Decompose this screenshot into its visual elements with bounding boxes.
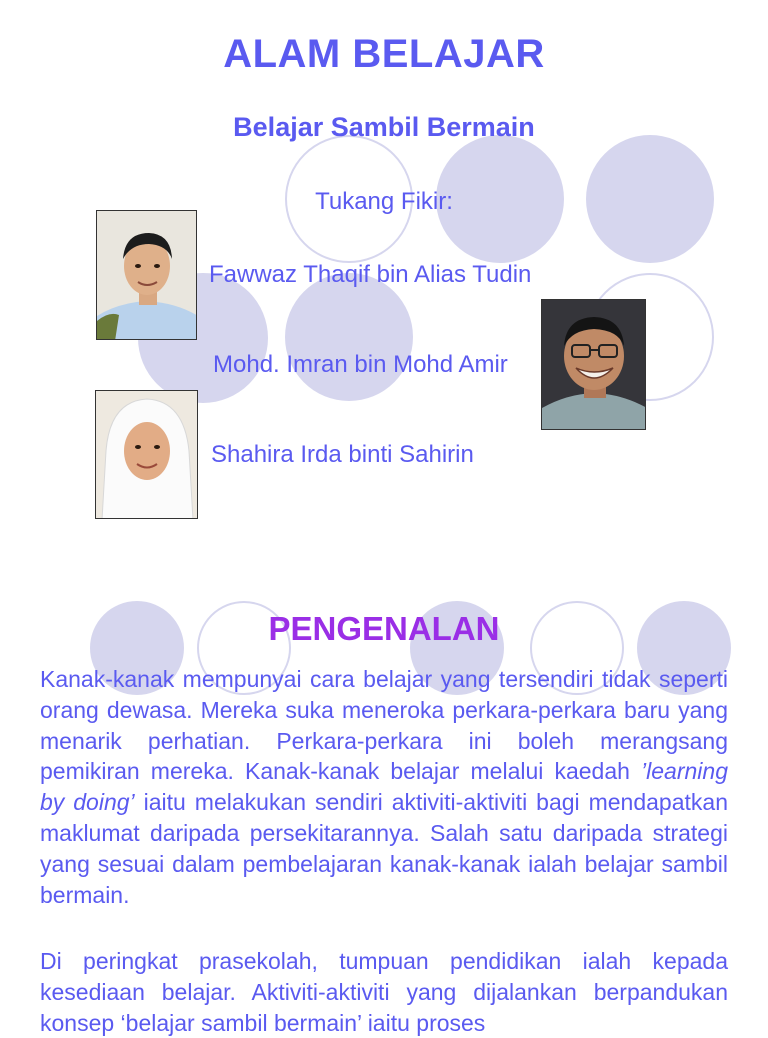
author-name: Shahira Irda binti Sahirin xyxy=(211,441,474,468)
portrait-illustration xyxy=(542,300,646,430)
page-subtitle: Belajar Sambil Bermain xyxy=(233,112,535,142)
author-photo xyxy=(95,390,198,519)
author-photo xyxy=(96,210,197,340)
decor-circle xyxy=(285,273,413,401)
portrait-illustration xyxy=(96,391,198,519)
intro-paragraph xyxy=(40,664,728,910)
paragraph-text: Kanak-kanak mempunyai cara belajar yang tersendiri tidak seperti orang dewasa. Mereka suka meneroka perkara-perkara baru yang menarik perhatian. Perkara-perkara ini boleh merangsang pemikiran mereka. Kanak-kanak belajar melalui kaedah xyxy=(40,666,728,785)
author-name: Fawwaz Thaqif bin Alias Tudin xyxy=(209,261,532,288)
section-heading: PENGENALAN xyxy=(268,610,500,647)
credit-label: Tukang Fikir: xyxy=(315,188,453,215)
paragraph-text: iaitu melakukan sendiri aktiviti-aktiviti bagi mendapatkan maklumat daripada persekitarannya. Salah satu daripada strategi yang sesuai dalam pembelajaran kanak-kanak ialah belajar sambil bermain. xyxy=(40,789,728,908)
intro-paragraph: Di peringkat prasekolah, tumpuan pendidikan ialah kepada kesediaan belajar. Aktiviti-aktiviti yang dijalankan berpandukan konsep ‘belajar sambil bermain’ iaitu proses xyxy=(40,948,728,1036)
author-name: Mohd. Imran bin Mohd Amir xyxy=(213,351,508,378)
page-title: ALAM BELAJAR xyxy=(223,32,545,76)
portrait-illustration xyxy=(97,211,197,340)
author-photo xyxy=(541,299,646,430)
italic-term: ’learning by doing’ xyxy=(40,758,728,816)
